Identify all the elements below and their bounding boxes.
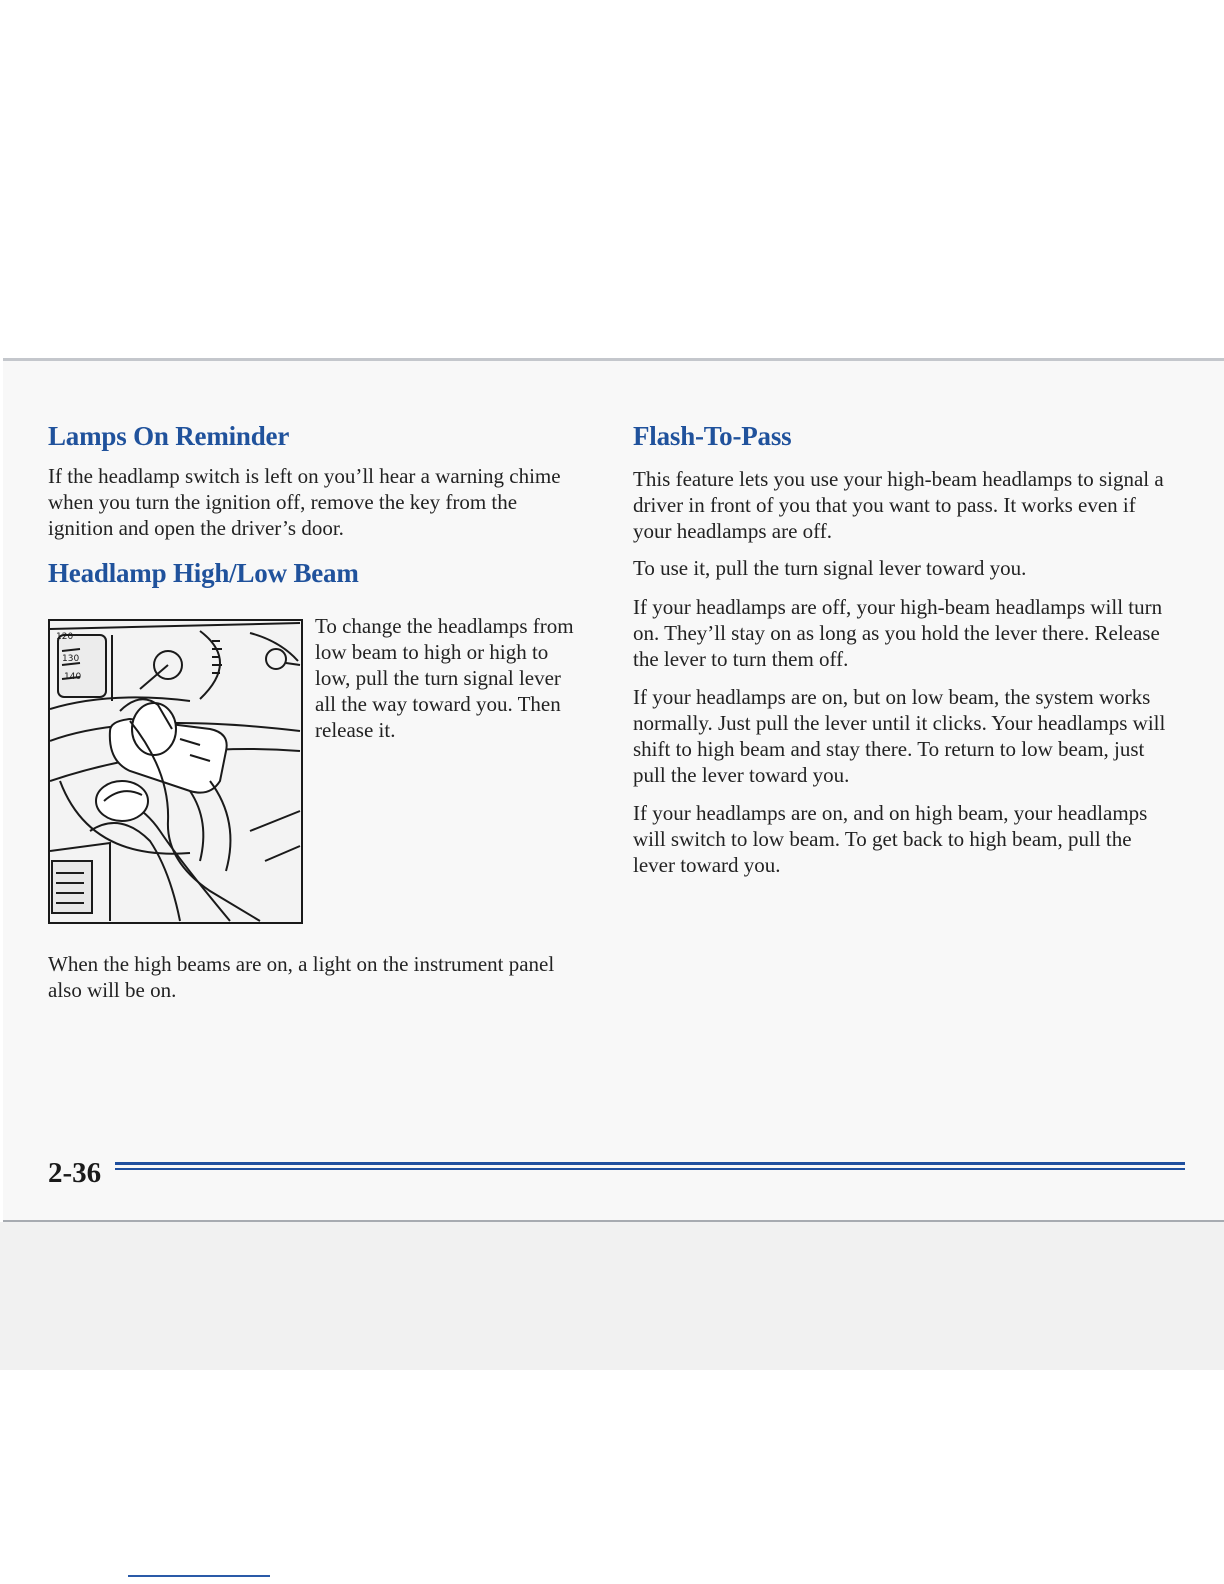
manual-page — [3, 358, 1224, 1222]
flash-to-pass-paragraph-1: This feature lets you use your high-beam headlamps to signal a driver in front of you that you want to pass. It works even if your headlamps are off. — [633, 467, 1164, 543]
lamps-on-reminder-text: If the headlamp switch is left on you’ll hear a warning chime when you turn the ignition off, remove the key from the ignition and open the driver’s door. — [48, 464, 561, 540]
lamps-on-reminder-heading: Lamps On Reminder — [48, 421, 290, 451]
stub-rule — [128, 1575, 270, 1577]
speed-label-120: 120 — [56, 632, 74, 642]
footer-rule-top — [115, 1162, 1185, 1165]
flash-to-pass-paragraph-3: If your headlamps are off, your high-beam headlamps will turn on. They’ll stay on as long as you hold the lever there. Release the lever to turn them off. — [633, 595, 1163, 671]
speed-label-130: 130 — [62, 654, 80, 664]
headlamp-beam-text: To change the headlamps from low beam to high or high to low, pull the turn signal lever all the way toward you. Then release it. — [315, 614, 574, 742]
flash-to-pass-heading: Flash-To-Pass — [633, 421, 792, 451]
high-beam-indicator-note: When the high beams are on, a light on the instrument panel also will be on. — [48, 952, 555, 1002]
bottom-gray-band — [0, 1222, 1224, 1370]
footer-rule-bottom — [115, 1168, 1185, 1170]
lever-drawing — [50, 621, 301, 922]
turn-signal-lever-illustration — [48, 619, 303, 924]
speed-label-140: 140 — [64, 672, 82, 682]
flash-to-pass-paragraph-4: If your headlamps are on, but on low beam, the system works normally. Just pull the lever until it clicks. Your headlamps will shift to high beam and stay there. To return to low beam, just pull the lever toward you. — [633, 685, 1166, 787]
flash-to-pass-paragraph-5: If your headlamps are on, and on high beam, your headlamps will switch to low beam. To get back to high beam, pull the lever toward you. — [633, 801, 1148, 877]
flash-to-pass-paragraph-2: To use it, pull the turn signal lever toward you. — [633, 556, 1027, 580]
page-number: 2-36 — [48, 1157, 102, 1189]
headlamp-beam-heading: Headlamp High/Low Beam — [48, 558, 359, 588]
